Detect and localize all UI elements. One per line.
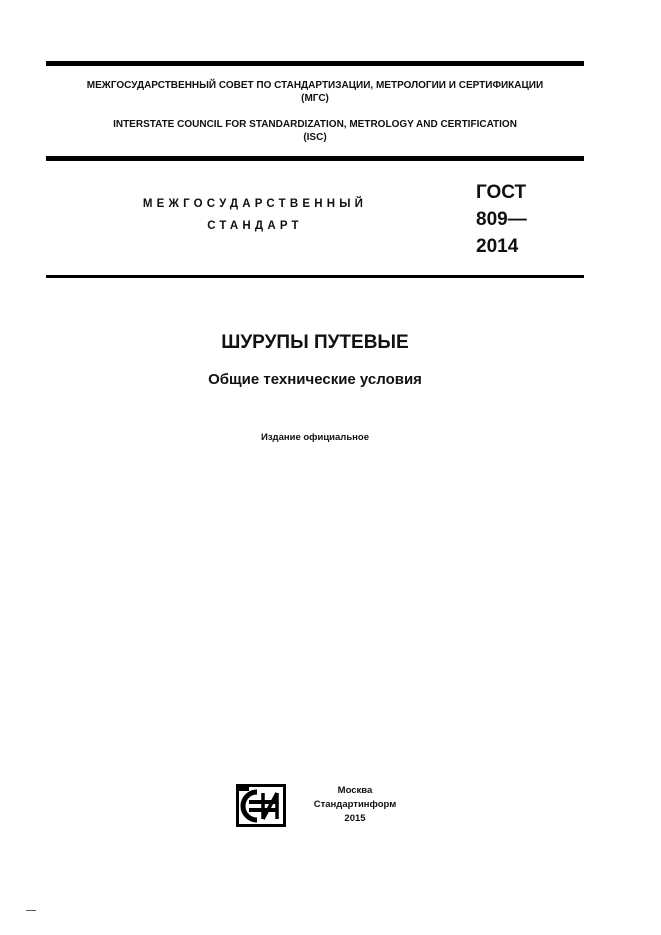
council-name-ru bbox=[46, 79, 584, 105]
council-name-en-line1: INTERSTATE COUNCIL FOR STANDARDIZATION, METROLOGY AND CERTIFICATION bbox=[113, 119, 517, 130]
standartinform-logo-icon bbox=[235, 783, 287, 828]
council-name-en bbox=[46, 118, 584, 144]
standard-kind-line1: МЕЖГОСУДАРСТВЕННЫЙ bbox=[142, 198, 368, 210]
imprint-publisher: Стандартинформ bbox=[313, 799, 397, 810]
designation-prefix: ГОСТ bbox=[476, 182, 527, 203]
document-subtitle: Общие технические условия bbox=[208, 371, 422, 388]
standard-kind bbox=[120, 193, 390, 237]
imprint-year: 2015 bbox=[344, 813, 366, 824]
document-title: ШУРУПЫ ПУТЕВЫЕ bbox=[221, 332, 409, 353]
council-abbrev-ru: (МГС) bbox=[301, 93, 329, 104]
standard-kind-line2: СТАНДАРТ bbox=[207, 220, 303, 232]
middle-rule bbox=[46, 156, 584, 161]
top-rule bbox=[46, 61, 584, 66]
imprint-city: Москва bbox=[337, 785, 373, 796]
imprint bbox=[300, 784, 410, 826]
designation-number: 809— bbox=[476, 209, 527, 230]
standard-designation bbox=[476, 179, 527, 260]
council-name-ru-line1: МЕЖГОСУДАРСТВЕННЫЙ СОВЕТ ПО СТАНДАРТИЗАЦИИ, МЕТРОЛОГИИ И СЕРТИФИКАЦИИ bbox=[86, 80, 544, 91]
edition-note: Издание официальное bbox=[261, 432, 369, 443]
council-abbrev-en: (ISC) bbox=[303, 132, 327, 143]
designation-year: 2014 bbox=[476, 236, 519, 257]
scan-mark bbox=[26, 910, 36, 911]
lower-rule bbox=[46, 275, 584, 278]
